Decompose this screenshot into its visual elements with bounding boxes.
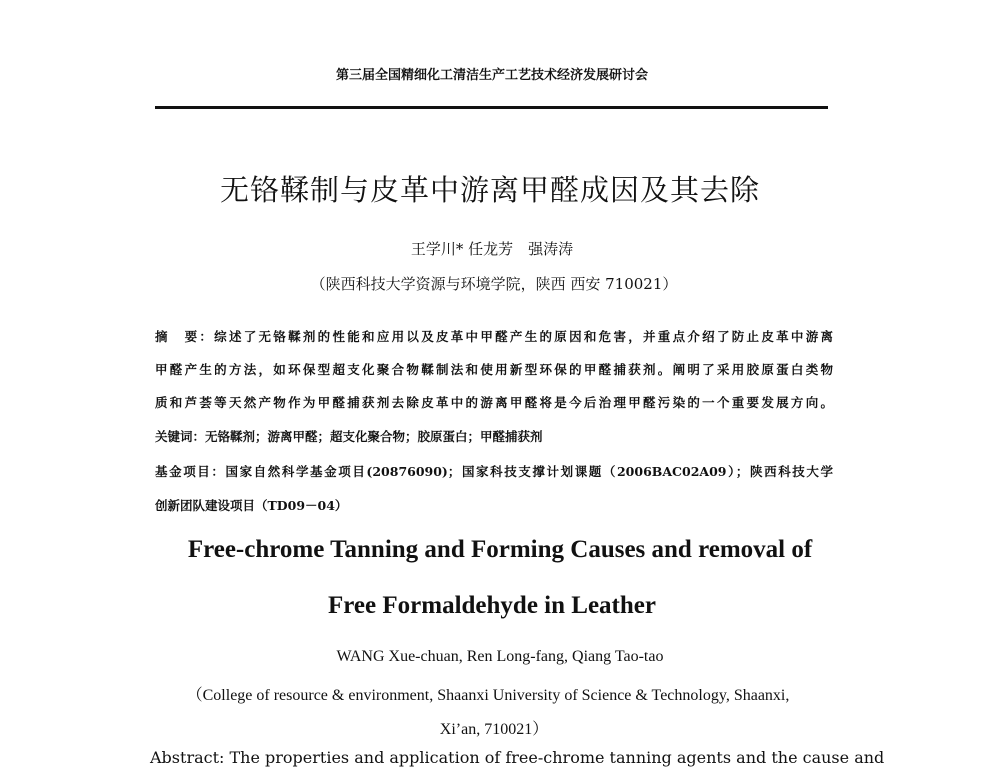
- paper-title-en-line2: Free Formaldehyde in Leather: [328, 592, 656, 619]
- abstract-cn-line: 摘 要：综述了无铬鞣剂的性能和应用以及皮革中甲醛产生的原因和危害，并重点介绍了防止皮革中游离: [155, 329, 833, 344]
- affiliation-en-line2: Xi’an, 710021）: [439, 721, 549, 738]
- keywords-cn: 关键词：无铬鞣剂；游离甲醛；超支化聚合物；胶原蛋白；甲醛捕获剂: [155, 429, 543, 444]
- abstract-cn-line: 甲醛产生的方法，如环保型超支化聚合物鞣制法和使用新型环保的甲醛捕获剂。阐明了采用胶原蛋白类物: [155, 362, 833, 377]
- authors-en: WANG Xue-chuan, Ren Long-fang, Qiang Tao-tao: [336, 648, 664, 665]
- authors-cn: 王学川* 任龙芳 强涛涛: [410, 240, 574, 258]
- abstract-cn-line: 质和芦荟等天然产物作为甲醛捕获剂去除皮革中的游离甲醛将是今后治理甲醛污染的一个重要发展方向。: [155, 395, 833, 410]
- header-rule: [155, 106, 828, 109]
- affiliation-cn: （陕西科技大学资源与环境学院，陕西 西安 710021）: [310, 275, 678, 293]
- affiliation-en-line1: （College of resource & environment, Shaanxi University of Science & Technology, Shaanxi,: [186, 687, 790, 704]
- funding-line: 基金项目：国家自然科学基金项目(20876090)；国家科技支撑计划课题（2006BAC02A09）；陕西科技大学: [155, 464, 833, 479]
- abstract-en-partial: Abstract: The properties and application of free-chrome tanning agents and the cause and: [150, 748, 885, 767]
- conference-header: 第三届全国精细化工清洁生产工艺技术经济发展研讨会: [335, 68, 648, 83]
- paper-title-en-line1: Free-chrome Tanning and Forming Causes and removal of: [187, 536, 813, 563]
- funding-line: 创新团队建设项目（TD09－04）: [155, 498, 348, 513]
- paper-title-cn: 无铬鞣制与皮革中游离甲醛成因及其去除: [219, 173, 760, 207]
